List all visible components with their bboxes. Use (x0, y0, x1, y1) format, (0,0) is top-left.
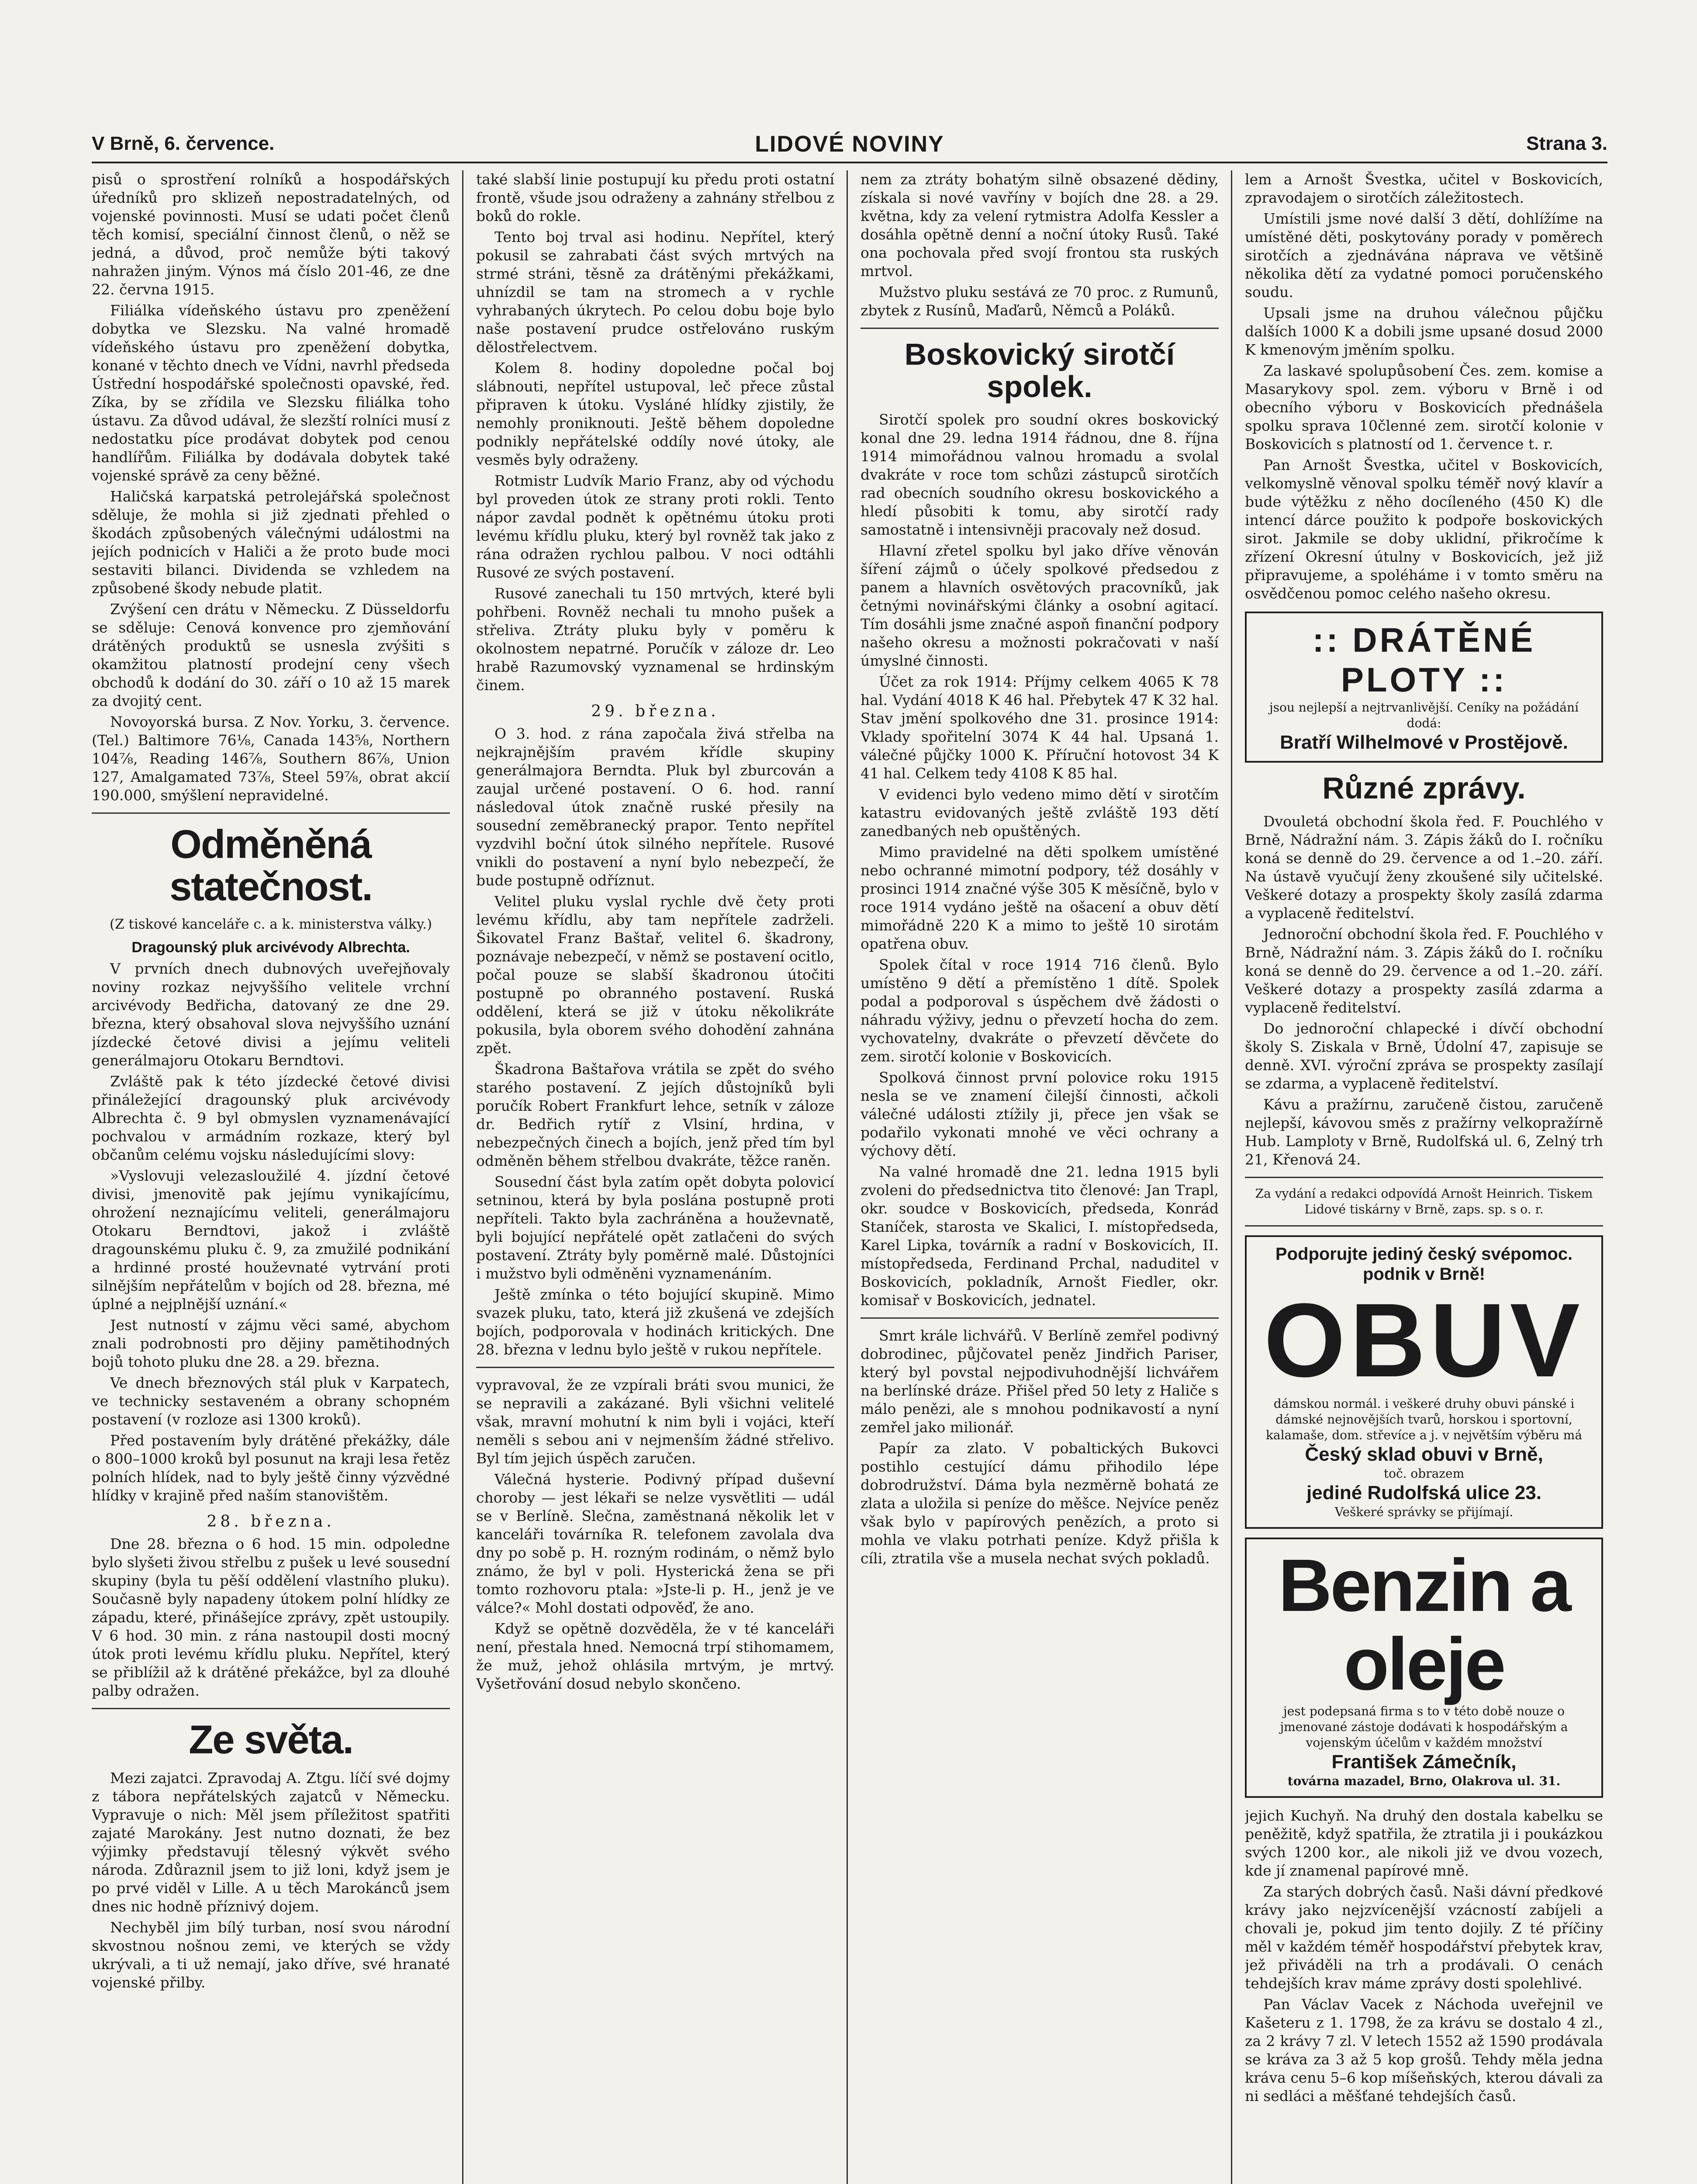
page-header (92, 131, 1607, 163)
article-paragraph: Kávu a pražírnu, zaručeně čistou, zaručeně nejlepší, kávovou směs z pražírny velkopražírně Hub. Lamploty v Brně, Rudolfská ul. 6, Zelný trh 21, Křenová 24. (1245, 1095, 1603, 1168)
article-paragraph: Haličská karpatská petrolejářská společnost sděluje, že mohla si již zjednati přehled o škodách způsobených válečnými událostmi na jejích podnicích v Haliči a že proto bude moci sestaviti bilanci. Dividenda se vzhledem na způsobené škody nebude platit. (92, 488, 450, 597)
ad-shop-name: Český sklad obuvi v Brně, (1305, 1443, 1543, 1465)
article-paragraph: Zvláště pak k této jízdecké četové divisi přináležející dragounský pluk arcivévody Albrechta č. 9 byl obmyslen vyznamenávající pochvalou v armádním rozkaze, který byl občanům celému vojsku následujícími slovy: (92, 1073, 450, 1164)
column-3 (861, 170, 1219, 2184)
advertisement-petrol-oil (1245, 1538, 1603, 1798)
ad-address: továrna mazadel, Brno, Olakrova ul. 31. (1287, 1773, 1561, 1788)
ad-headline: Benzin a oleje (1278, 1544, 1570, 1706)
article-paragraph: Papír za zlato. V pobaltických Bukovci postihlo cestující dámu přihodilo lépe dobrodružství. Dáma byla nezměrně bohatá ze zlata a uložila si peníze do měšce. Nejvíce peněz však bylo v papírových penězích, a proto si mohla ve vlaku potrhati peníze. Když přišla k cíli, ztratila vše a musela nechat svých pokladů. (861, 1440, 1219, 1567)
article-paragraph: Tento boj trval asi hodinu. Nepřítel, který pokusil se zahrabati část svých mrtvých na strmé stráni, těsně za drátěnými překážkami, uhnízdil se tam na stromech a v rychle vyhrabaných úkrytech. Po celou dobu boje bylo naše postavení prudce ostřelováno ruským dělostřelectvem. (476, 228, 834, 356)
column-rule (462, 170, 463, 2184)
article-paragraph: Za starých dobrých časů. Naši dávní předkové krávy jako nejzvícenější vzácností zabíjeli a chovali je, pokud jim tento dojily. Z té příčiny měl v každém téměř hospodářství přebytek krav, jež přiváděli na trh a prodávali. O cenách tehdejších krav máme zprávy dosti spolehlivé. (1245, 1883, 1603, 1992)
imprint: Za vydání a redakci odpovídá Arnošt Heinrich. Tiskem Lidové tiskárny v Brně, zaps. sp. s o. r. (1255, 1186, 1593, 1216)
article-paragraph: Na valné hromadě dne 21. ledna 1915 byli zvoleni do předsednictva tito členové: Jan Trapl, okr. soudce v Boskovicích, předseda, Konrád Staníček, starosta ve Skalici, I. místopředseda, Karel Lipka, továrník a radní v Boskovicích, II. místopředseda, Ferdinand Prchal, naduditel v Boskovicích, pokladník, Arnošt Fiedler, okr. komisař v Boskovicích, jednatel. (861, 1163, 1219, 1309)
article-paragraph: také slabší linie postupují ku předu proti ostatní frontě, všude jsou odraženy a zahnány střelbou z boků do rokle. (476, 171, 834, 225)
column-rule (847, 170, 848, 2184)
article-paragraph: Velitel pluku vyslal rychle dvě čety proti levému křídlu, aby tam nepřítele zadrželi. Šikovatel Franz Baštař, velitel 6. škadrony, poznávaje nebezpečí, v němž se postavení ocitlo, počal pouze se slabší škadronou útočiti postupně po obranného postavení. Ruská oddělení, která se již v útoku několikráte pokusila, byla oborem svého dohodění zahnána zpět. (476, 893, 834, 1057)
article-paragraph: nem za ztráty bohatým silně obsazené dědiny, získala si nové vavříny v bojích dne 28. a 29. května, kdy za velení rytmistra Adolfa Kessler a dosáhla opětně denní a noční útoky Rusů. Také ona pochovala před svojí frontou sta ruských mrtvol. (861, 171, 1219, 280)
headline-source: (Z tiskové kanceláře c. a k. ministerstva války.) (109, 916, 432, 933)
dateline: 28. března. (207, 1513, 335, 1531)
article-paragraph: V evidenci bylo vedeno mimo dětí v sirotčím katastru evidovaných ještě zvláště 193 dětí zanedbaných neb opuštěných. (861, 786, 1219, 840)
article-paragraph: Účet za rok 1914: Příjmy celkem 4065 K 78 hal. Vydání 4018 K 46 hal. Přebytek 47 K 32 hal. Stav jmění spolkového dne 31. prosince 1914: Vklady spořitelní 3074 K 44 hal. Upsaná 1. válečné půjčky 1000 K. Příruční hotovost 34 K 41 hal. Celkem tedy 4108 K 85 hal. (861, 673, 1219, 782)
ad-firm: František Zámečník, (1331, 1751, 1517, 1773)
article-paragraph: V prvních dnech dubnových uveřejňovaly noviny rozkaz nejvyššího velitele vrchní arcivévody Bedřicha, datovaný ze dne 29. března, který obsahoval slova nejvyššího uznání jízdecké četové divisi a jejímu veliteli generálmajoru Otokaru Berndtovi. (92, 960, 450, 1069)
divider (476, 1367, 834, 1368)
article-paragraph: Nechyběl jim bílý turban, nosí svou národní skvostnou nošnou zemi, ve kterých se vždy ukrývali, a ti už nemají, jako dříve, své hranaté vojenské přilby. (92, 1918, 450, 1991)
header-date: V Brně, 6. července. (92, 133, 275, 154)
article-paragraph: Rusové zanechali tu 150 mrtvých, které byli pohřbeni. Rovněž nechali tu mnoho pušek a střeliva. Ztráty pluku byly v poměru k okolnostem nepatrné. Poručík v záloze dr. Leo hrabě Razumovský vyznamenal se hrdinským činem. (476, 585, 834, 694)
article-paragraph: Jednoroční obchodní škola řed. F. Pouchlého v Brně, Nádražní nám. 3. Zápis žáků do I. ročníku koná se denně do 29. července a od 1.–20. září. Veškeré dotazy a prospekty zasílá zdarma a vyplaceně ředitelství. (1245, 925, 1603, 1016)
ad-text: Veškeré správky se přijímají. (1334, 1504, 1514, 1519)
article-paragraph: Zvýšení cen drátu v Německu. Z Düsseldorfu se sděluje: Cenová konvence pro zjemňování drátěných produktů se usnesla zvýšiti s okamžitou platností prodejní ceny všech obchodů k dodání do 30. září o 10 až 15 marek za dvojitý cent. (92, 601, 450, 709)
article-paragraph: Filiálka vídeňského ústavu pro zpeněžení dobytka ve Slezsku. Na valné hromadě vídeňského ústavu pro zpeněžení dobytka, konané v těchto dnech ve Vídni, navrhl předseda Ústřední hospodářské společnosti opavské, řed. Zíka, by se zřídila ve Slezsku filiálka toho ústavu. Za důvod udával, že slezští rolníci musí z nedostatku píce prodávat dobytek pod cenou handlířům. Filiálka by dodávala dobytek také vojenské správě za ceny běžné. (92, 302, 450, 484)
column-1 (92, 170, 450, 2184)
article-paragraph: Jest nutností v zájmu věci samé, abychom znali podrobnosti pro dějiny pamětihodných bojů tohoto pluku dne 28. a 29. března. (92, 1317, 450, 1371)
article-paragraph: Upsali jsme na druhou válečnou půjčku dalších 1000 K a dobili jsme upsané dosud 2000 K kmenovým jměním spolku. (1245, 304, 1603, 358)
article-paragraph: Spolková činnost první polovice roku 1915 nesla se ve znamení čilejší činnosti, ačkoli válečné události ztížily ji, přece jen však se podařilo vykonati mnohé ve věci ochrany a výchovy dětí. (861, 1069, 1219, 1159)
masthead-title: LIDOVÉ NOVINY (755, 131, 944, 157)
article-paragraph: jejich Kuchyň. Na druhý den dostala kabelku se peněžitě, když spatřila, že ztratila ji i poukázkou svých 1200 kor., ale nikoli již ve dvou vozech, kde jí znamenal papírové mně. (1245, 1807, 1603, 1879)
divider (92, 812, 450, 814)
article-paragraph: Spolek čítal v roce 1914 716 členů. Bylo umístěno 9 dětí a přemístěno 1 dítě. Spolek podal a podporoval s úspěchem dvě žádosti o náhradu výživy, jednu o převzetí hocha do zem. vychovatelny, dvakráte o převzetí děvčete do zem. sirotčí kolonie v Boskovicích. (861, 956, 1219, 1065)
ad-headline: OBUV (1264, 1281, 1584, 1399)
article-paragraph: Ještě zmínka o této bojující skupině. Mimo svazek pluku, tato, která již zkušená ve zdejších bojích, podporovala v hodinách kritických. Dne 28. března v lednu bylo ještě v rukou nepřítele. (476, 1286, 834, 1358)
article-paragraph: Mezi zajatci. Zpravodaj A. Ztgu. líčí své dojmy z tábora nepřátelských zajatců v Německu. Vypravuje o nich: Měl jsem příležitost spatřiti zajaté Marokány. Jest nutno doznati, že bez výjimky představují tělesný výkvět svého národa. Zdůraznil jsem to již loni, když jsem je po prvé viděl v Lille. A u těch Marokánců jsem dnes nic hodně příznivý dojem. (92, 1769, 450, 1915)
article-paragraph: pisů o sprostření rolníků a hospodářských úředníků pro sklizeň nepostradatelných, od vojenské povinnosti. Musí se udati počet členů těch komisí, speciální činnost členů, o něž se jedná, a důvod, proč nemůže býti takový nahražen jiným. Výnos má číslo 201-46, ze dne 22. června 1915. (92, 171, 450, 298)
article-paragraph: Pan Václav Vacek z Náchoda uveřejnil ve Kašeteru z 1. 1798, že za krávu se dostalo 4 zl., za 2 krávy 7 zl. V letech 1552 až 1590 prodávala se kráva za 3 až 5 kop grošů. Tehdy měla jedna kráva cenu 5–6 kop míšeňských, kterou dávali za ni sedláci a měšťané tehdejších časů. (1245, 1995, 1603, 2105)
newspaper-page (92, 131, 1607, 2184)
article-paragraph: Kolem 8. hodiny dopoledne počal boj slábnouti, nepřítel ustupoval, leč přece zůstal připraven k útoku. Vysláné hlídky zjistily, že nemohly proniknouti. Ještě během dopoledne podnikly nepřátelské oddíly nové útoky, ale vesměs byly odraženy. (476, 359, 834, 468)
article-paragraph: Sousední část byla zatím opět dobyta polovicí setninou, která by byla poslána postupně proti nepříteli. Takto byla zachráněna a houževnatě, byli bojující nepřátelé opět zatlačeni do svých postavení. Ztráty byly poměrně malé. Důstojníci i mužstvo byli odměněni vyznamenáním. (476, 1173, 834, 1282)
divider (1245, 1225, 1603, 1227)
divider (92, 1708, 450, 1709)
headline-odmenena-statecnost: Odměněná statečnost. (169, 822, 372, 909)
ad-firm: Bratří Wilhelmové v Prostějově. (1280, 732, 1568, 753)
article-paragraph: Pan Arnošt Švestka, učitel v Boskovicích, velkomyslně věnoval spolku téměř nový klavír a bude výtěžku z něho docíleného (450 K) dle intencí dárce použito k podpoře boskovických sirot. Jakmile se doby uklidní, přikročíme k zřízení Okresní útulny v Boskovicích, jež již připravujeme, a spoléháme i v tomto směru na osvědčenou pomoc celého našeho okresu. (1245, 456, 1603, 602)
article-paragraph: Mužstvo pluku sestává ze 70 proc. z Rumunů, zbytek z Rusínů, Maďarů, Němců a Poláků. (861, 283, 1219, 319)
article-paragraph: »Vyslovuji velezasloužilé 4. jízdní četové divisi, jmenovitě pak jejímu vynikajícímu, ohrožení neznajícímu veliteli, generálmajoru Otokaru Berndtovi, jakož i zvláště dragounskému pluku č. 9, za zmužilé podnikání a hrdinné prosté houževnaté vytrvání proti silnějším nepřátelům v bojích od 28. března, mé úplné a nejplnější uznání.« (92, 1167, 450, 1313)
article-paragraph: Dvouletá obchodní škola řed. F. Pouchlého v Brně, Nádražní nám. 3. Zápis žáků do I. ročníku koná se denně do 29. července a od 1.–20. září. Na ústavě vyučují ženy zkoušené sily učitelské. Veškeré dotazy a prospekty školy zasílá zdarma a vyplaceně ředitelství. (1245, 812, 1603, 922)
advertisement-shoes (1245, 1235, 1603, 1529)
headline-ruzne-zpravy: Různé zprávy. (1322, 771, 1526, 805)
article-paragraph: Mimo pravidelné na děti spolkem umístěné nebo ochranné mimotní podpory, též dosáhly v prosinci 1914 značné výše 305 K měsíčně, bylo v roce 1914 vydáno ještě na ošacení a obuv dětí mimořádně 220 K a mimo to ještě 10 sirotám opatřena obuv. (861, 843, 1219, 952)
subheading: Dragounský pluk arcivévody Albrechta. (131, 939, 410, 956)
article-paragraph: Smrt krále lichvářů. V Berlíně zemřel podivný dobrodinec, půjčovatel peněz Jindřich Pariser, který byl povstal nejpodivuhodnější lichvářem na berlínské dráze. Přišel před 50 lety z Haliče s málo penězi, ale s mnohou podnikavostí a nyní zemřel jako milionář. (861, 1327, 1219, 1436)
dateline: 29. března. (591, 702, 719, 720)
article-paragraph: Rotmistr Ludvík Mario Franz, aby od východu byl proveden útok ze strany proti rokli. Tento nápor zavdal podnět k opětnému útoku proti levému křídlu pluku, který byl rovněž tak jako z rána odražen rychlou palbou. V noci odtáhli Rusové ze svých postavení. (476, 472, 834, 581)
article-paragraph: Když se opětně dozvěděla, že v té kanceláři není, přestala hned. Nemocná trpí stihomamem, že muž, jehož ohlásila mrtvým, je mrtvý. Vyšetřování dosud nebylo skončeno. (476, 1620, 834, 1692)
article-paragraph: lem a Arnošt Švestka, učitel v Boskovicích, zpravodajem o sirotčích záležitostech. (1245, 171, 1603, 206)
article-paragraph: Za laskavé spolupůsobení Čes. zem. komise a Masarykovy spol. zem. výboru v Brně i od obecního výboru v Boskovicích přednášela spolku sprava 10členné zem. sirotčí kolonie v Boskovicích s platností od 1. července t. r. (1245, 362, 1603, 453)
article-paragraph: Sirotčí spolek pro soudní okres boskovický konal dne 29. ledna 1914 řádnou, dne 8. října 1914 mimořádnou valnou hromadu a svolal dvakráte v roce tom schůzi zástupců sirotčích rad obecních soudního okresu boskovického a hledí působiti k tomu, aby sirotčí rady samostatně i intensivněji pracovaly než dosud. (861, 411, 1219, 538)
article-paragraph: Novoyorská bursa. Z Nov. Yorku, 3. července. (Tel.) Baltimore 76⅛, Canada 143⅝, Northern 104⅞, Reading 146⅞, Southern 86⅞, Union 127, Amalgamated 73⅞, Steel 59⅞, obrat akcií 190.000, smýšlení nepravidelné. (92, 713, 450, 804)
page-number: Strana 3. (1526, 133, 1607, 154)
article-paragraph: O 3. hod. z rána započala živá střelba na nejkrajnějším pravém křídle skupiny generálmajora Berndta. Pluk byl zburcován a zaujal určené postavení. O 6. hod. ranní následoval útok značně ruské přesily na sousední zeměbranecký prapor. Tento nepřítel vyzdvihl boční útok silného nepřítele. Rusové vnikli do postavení a nyní bylo nebezpečí, že bude postupně odříznut. (476, 725, 834, 889)
headline-boskovicky-sirotci-spolek: Boskovický sirotčí spolek. (904, 337, 1175, 404)
article-paragraph: Škadrona Baštařova vrátila se zpět do svého starého postavení. Z jejích důstojníků byli poručík Robert Frankfurt lehce, setník v záloze dr. Bedřich rytíř z Vlsiní, hrdina, v nebezpečných činech a bojích, jenž před tím byl odměněn během střelbou dvakráte, těžce raněn. (476, 1061, 834, 1169)
ad-address: jediné Rudolfská ulice 23. (1306, 1482, 1541, 1503)
column-2 (476, 170, 834, 2184)
ad-text: jsou nejlepší a nejtrvanlivější. Ceníky na požádání dodá: (1269, 700, 1579, 730)
column-4 (1245, 170, 1603, 2184)
article-paragraph: Umístili jsme nové další 3 dětí, dohlížíme na umístěné děti, poskytovány porady v poměrech sirotčích a zjednávána náprava ve většině několika dětí za vydatné pomoci poručenského soudu. (1245, 210, 1603, 301)
article-paragraph: Válečná hysterie. Podivný případ duševní choroby — jest lékaři se nelze vysvětliti — udál se v Berlíně. Slečna, zaměstnaná několik let v kanceláři továrníka R. telefonem zavolala dva dny po sobě p. H. rozným rodinám, o němž bylo známo, že byl v poli. Hysterická žena se při tomto rozhovoru ptala: »Jste-li p. H., jenž je ve válce?« Mohl dostati odpověď, že ano. (476, 1471, 834, 1616)
divider (1245, 1177, 1603, 1178)
advertisement-wire-fences (1245, 612, 1603, 763)
ad-title: :: DRÁTĚNÉ PLOTY :: (1312, 621, 1536, 699)
article-paragraph: Před postavením byly drátěné překážky, dále o 800–1000 kroků byl posunut na kraji lesa řetěz polních hlídek, nad to byly ještě činny výzvědné hlídky v krajině před naším stanovištěm. (92, 1432, 450, 1504)
ad-text: toč. obrazem (1383, 1466, 1465, 1481)
column-rule (1231, 170, 1232, 2184)
article-paragraph: Do jednoroční chlapecké i dívčí obchodní školy S. Ziskala v Brně, Údolní 47, zapisuje se denně. XVI. výroční zpráva se prospekty zasílají se zdarma, a vyplaceně ředitelství. (1245, 1019, 1603, 1092)
headline-ze-sveta: Ze světa. (189, 1717, 353, 1762)
ad-text: jest podepsaná firma s to v této době nouze o jmenované zástoje dodávati k hospodářským a vojenským účelům v každém množství (1280, 1704, 1568, 1750)
ad-text: dámskou normál. i veškeré druhy obuvi pánské i dámské nejnovějších tvarů, horskou i sportovní, kalamaše, dom. střevíce a j. v největším výběru má (1265, 1396, 1583, 1442)
article-paragraph: vypravoval, že ze vzpírali bráti svou munici, že se nepravili a zakázané. Byli všichni velitelé však, mravní mohutní k nim byli i vojáci, kteří neměli s sebou ani v nejmenším žádné střelivo. Byl tím jejich úspěch zaručen. (476, 1376, 834, 1467)
article-paragraph: Dne 28. března o 6 hod. 15 min. odpoledne bylo slyšeti živou střelbu z pušek u levé sousední skupiny (byla tu pěší oddělení vlastního pluku). Současně byly napadeny útokem polní hlídky ze západu, které, přinášejíce zprávy, zpět ustoupily. V 6 hod. 30 min. z rána nastoupil dosti mocný útok proti levému křídlu pluku. Nepřítel, který se přiblížil až k drátěné překážce, byl za dlouhé palby odražen. (92, 1535, 450, 1700)
ad-slogan: Podporujte jediný český svépomoc. podnik v Brně! (1275, 1244, 1573, 1284)
divider (861, 1317, 1219, 1319)
article-paragraph: Hlavní zřetel spolku byl jako dříve věnován šíření zájmů o účely spolkové předsedou z panem a hlavních osvětových pracovníků, jak četnými novinářskými články a osobní agitací. Tím dosáhli jsme značné aspoň finanční podpory našeho okresu a možnosti pokračovati v naší úmyslné činnosti. (861, 542, 1219, 669)
article-paragraph: Ve dnech březnových stál pluk v Karpatech, ve technicky sestaveném a obrany schopném postavení (v rozloze asi 1300 kroků). (92, 1374, 450, 1428)
divider (861, 328, 1219, 329)
